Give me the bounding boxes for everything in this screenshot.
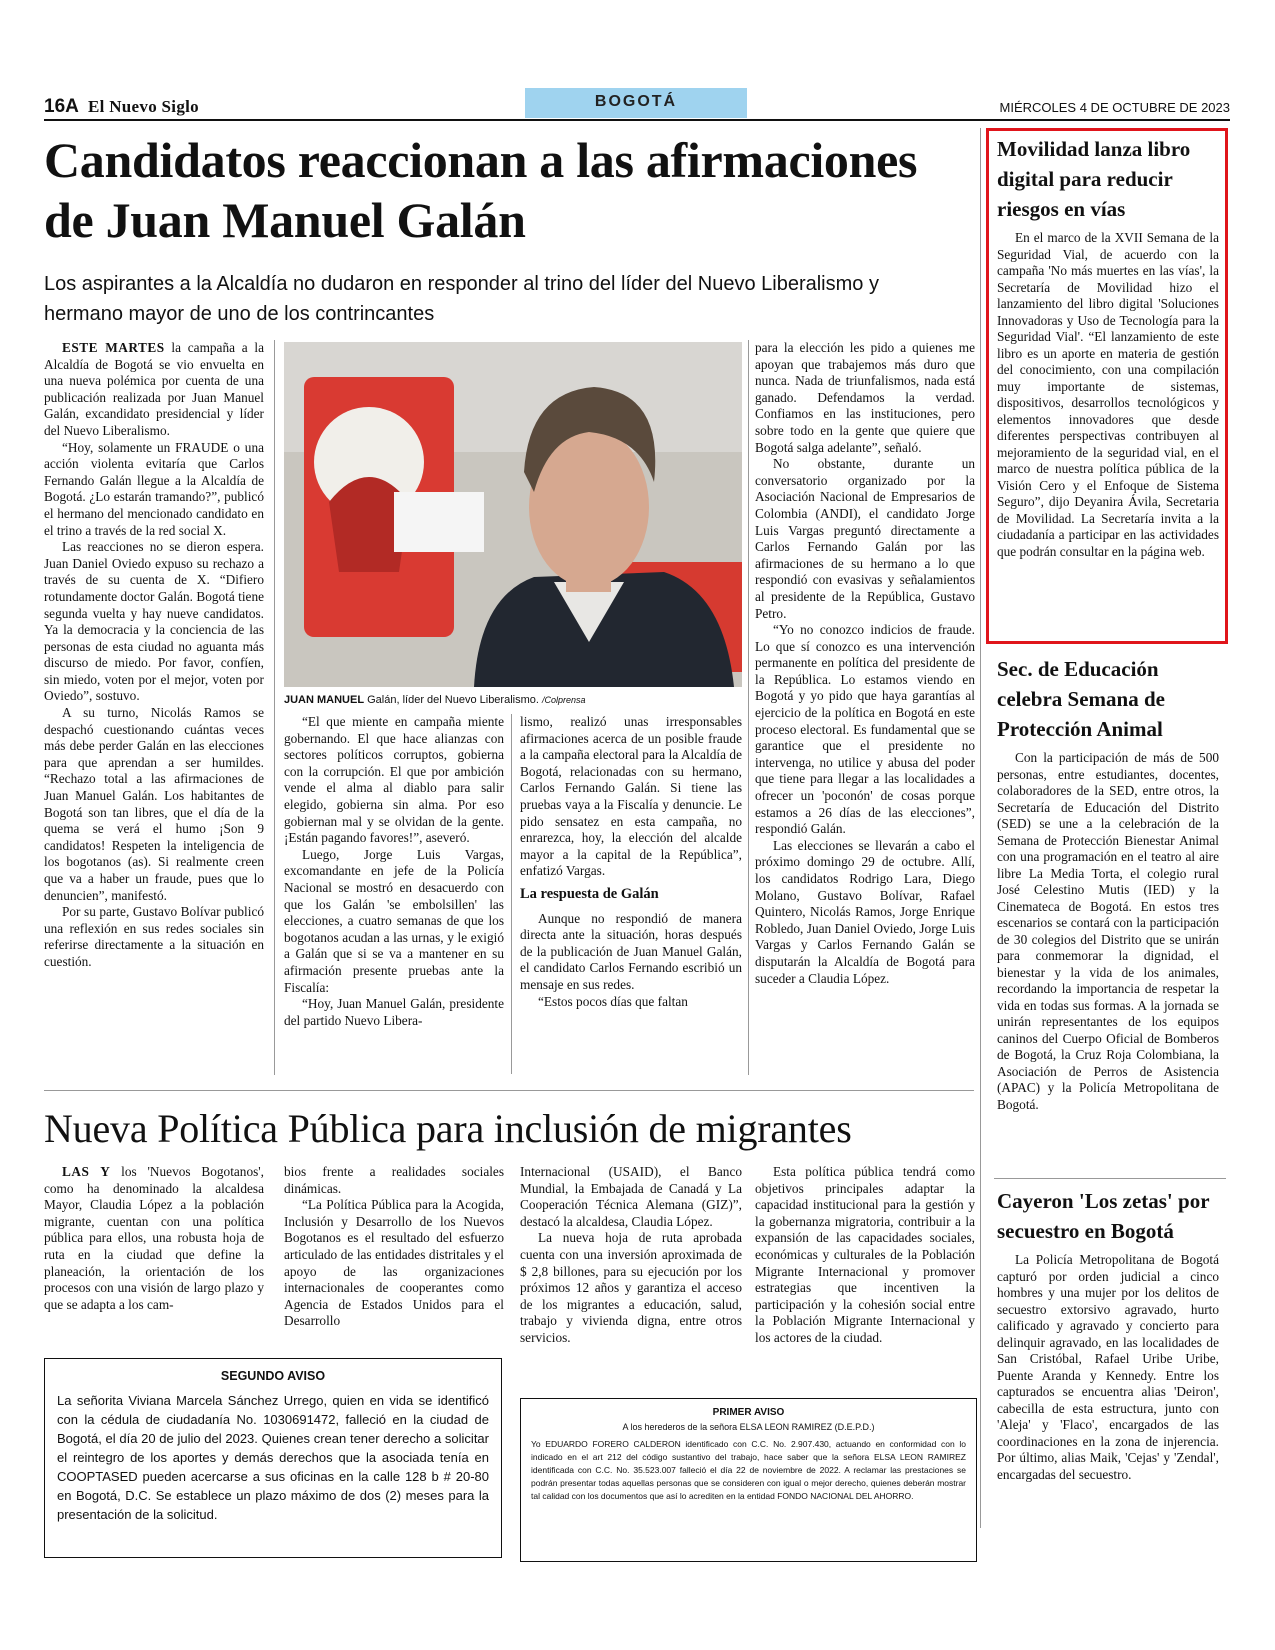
migrants-column-4 bbox=[755, 1164, 975, 1347]
sidebar-story-educacion bbox=[997, 654, 1219, 1113]
first-notice bbox=[520, 1398, 977, 1562]
paragraph: A su turno, Nicolás Ramos se despachó cuestionando cuántas veces más debe perder Galán en las elecciones para que aprendan a ser humildes. “Rechazo total a las afirmaciones de Juan Manuel Galán. Los habitantes de Bogotá son tan libres, que el día de la quema se verá el humo ¡Son 9 candidatos! Respeten la inteligencia de los bogotanos (as). Si realmente creen que va a haber un fraude, pues que lo denuncien”, manifestó. bbox=[44, 705, 264, 903]
notice-title: SEGUNDO AVISO bbox=[220, 1369, 326, 1383]
column-rule bbox=[748, 340, 749, 1075]
notice-title: PRIMER AVISO bbox=[712, 1407, 785, 1418]
page-number: 16A bbox=[44, 96, 79, 117]
news-photo bbox=[284, 342, 742, 687]
sidebar-story-movilidad bbox=[997, 134, 1219, 560]
subheading: La respuesta de Galán bbox=[520, 885, 659, 902]
migrants-column-1 bbox=[44, 1164, 264, 1313]
paragraph: “Hoy, Juan Manuel Galán, presidente del partido Nuevo Libera- bbox=[284, 996, 504, 1028]
main-column-3 bbox=[520, 714, 742, 1010]
paragraph: lismo, realizó unas irresponsables afirmaciones acerca de un posible fraude a la campaña electoral para la Alcaldía de Bogotá, relacionadas con su hermano, Carlos Fernando Galán. Si tiene las pruebas vaya a la Fiscalía y denuncie. Le pido sensatez en esta campaña, no enrarezca, hoy, la elección del alcalde mayor a la capital de la República”, enfatizó Vargas. bbox=[520, 714, 742, 879]
paragraph: “Estos pocos días que faltan bbox=[538, 993, 688, 1009]
paragraph: “Yo no conozco indicios de fraude. Lo que sí conozco es una intervención permanente en política del presidente de la República. Lo estamos viendo en Bogotá y yo pido que haya garantías al ejercicio de la política en Bogotá en este proceso electoral. Es fundamental que se garantice que el presidente no intervenga, no utilice y abusa del poder que tiene para llegar a las localidades a ofrecer un 'poconón' de cosas porque estamos a 26 días de las elecciones”, respondió Galán. bbox=[755, 622, 975, 837]
paragraph: Las elecciones se llevarán a cabo el próximo domingo 29 de octubre. Allí, los candidatos Rodrigo Lara, Diego Molano, Gustavo Bolívar, Rafael Quintero, Nicolás Ramos, Jorge Enrique Robledo, Juan Daniel Oviedo, Jorge Luis Vargas y Carlos Fernando Galán se disputarán la Alcaldía de Bogotá para suceder a Claudia López. bbox=[755, 837, 975, 986]
migrants-column-2 bbox=[284, 1164, 504, 1330]
notice-text: Yo EDUARDO FORERO CALDERON identificado con C.C. No. 2.907.430, actuando en conformidad con lo indicado en el art 212 del código sustantivo del trabajo, hace saber que la señora ELSA LEON RAMIREZ identificada con C.C. No. 35.523.007 falleció el día 22 de noviembre de 2022. A reclamar las prestaciones se podrán presentar todas aquellas personas que se consideren con igual o mejor derecho, quienes deberán mostrar tal calidad con los documentos que así lo acrediten en la entidad FONDO NACIONAL DEL AHORRO. bbox=[531, 1439, 966, 1501]
paragraph: Luego, Jorge Luis Vargas, excomandante en jefe de la Policía Nacional se mostró en desacuerdo con que los Galán 'se embolsillen' las elecciones, a cuatro semanas de que los bogotanos acudan a las urnas, y le exigió a Galán que si se va a mantener en su afirmación presente pruebas ante la Fiscalía: bbox=[284, 846, 504, 995]
column-rule bbox=[274, 340, 275, 1075]
photo-caption bbox=[284, 694, 742, 706]
migrants-headline: Nueva Política Pública para inclusión de migrantes bbox=[44, 1106, 852, 1151]
photo-credit: /Colprensa bbox=[542, 695, 586, 705]
sidebar-headline: Sec. de Educación celebra Semana de Protección Animal bbox=[997, 657, 1165, 741]
sidebar-headline: Movilidad lanza libro digital para reducir riesgos en vías bbox=[997, 137, 1191, 221]
issue-date: MIÉRCOLES 4 DE OCTUBRE DE 2023 bbox=[999, 100, 1230, 115]
header-rule bbox=[44, 119, 1230, 121]
lead-in: LAS Y bbox=[62, 1164, 111, 1179]
paragraph: “La Política Pública para la Acogida, Inclusión y Desarrollo de los Nuevos Bogotanos es el resultado del esfuerzo articulado de las entidades distritales y el apoyo de las organizaciones internacionales de cooperantes como Agencia de Estados Unidos para el Desarrollo bbox=[284, 1197, 504, 1329]
paragraph: Por su parte, Gustavo Bolívar publicó una reflexión en sus redes sociales sin referirse directamente a la situación en cuestión. bbox=[44, 904, 264, 969]
paragraph: bios frente a realidades sociales dinámicas. bbox=[284, 1164, 504, 1196]
sidebar-text: En el marco de la XVII Semana de la Seguridad Vial, de acuerdo con la campaña 'No más muertes en las vías', la Secretaría de Movilidad hizo el lanzamiento del libro digital 'Soluciones Innovadoras y Uso de Tecnología para la Seguridad Vial'. “El lanzamiento de este libro es un aporte en materia de gestión del conocimiento, con una compilación muy importante de sistemas, dispositivos, desarrollos tecnológicos y elementos innovadores que desde diferentes perspectivas contribuyen al mejoramiento de la seguridad vial, en el marco de nuestra política pública de la Visión Cero y el Enfoque de Sistema Seguro”, dijo Deyanira Ávila, Secretaria de Movilidad. La Secretaría invita a la ciudadanía a participar en las actividades que podrán consultar en la página web. bbox=[997, 230, 1219, 559]
paragraph: Internacional (USAID), el Banco Mundial, la Embajada de Canadá y La Cooperación Técnica Alemana (GIZ)”, destacó la alcaldesa, Claudia López. bbox=[520, 1164, 742, 1229]
sidebar-story-zetas bbox=[997, 1186, 1219, 1483]
main-column-1 bbox=[44, 340, 264, 971]
paragraph: “El que miente en campaña miente gobernando. El que hace alianzas con sectores políticos corruptos, gobierna con la corrupción. El que por ambición vende el alma al diablo para salir elegido, gobierna sin alma. Por eso gobiernan mal y se olvidan de la gente. ¡Están pagando favores!”, aseveró. bbox=[284, 714, 504, 846]
paragraph: la campaña a la Alcaldía de Bogotá se vio envuelta en una nueva polémica por cuenta de una publicación realizada por Juan Manuel Galán, excandidato presidencial y líder del Nuevo Liberalismo. bbox=[44, 340, 264, 438]
paragraph: Aunque no respondió de manera directa ante la situación, horas después de la publicación de Juan Manuel Galán, el candidato Carlos Fernando escribió un mensaje en sus redes. bbox=[520, 910, 742, 992]
story-divider bbox=[44, 1090, 974, 1091]
portrait-illustration bbox=[284, 342, 742, 687]
paragraph: La nueva hoja de ruta aprobada cuenta con una inversión aproximada de $ 2,8 billones, para su ejecución por los próximos 12 años y garantiza el acceso de los migrantes a educación, salud, trabajo y vivienda digna, entre otros servicios. bbox=[520, 1230, 742, 1345]
sidebar-text: La Policía Metropolitana de Bogotá capturó por orden judicial a cinco hombres y una mujer por los delitos de secuestro extorsivo agravado, hurto calificado y agravado y concierto para delinquir agravado, en las localidades de San Cristóbal, Rafael Uribe Uribe, Puente Aranda y Kennedy. Entre los capturados se encuentra alias 'Deiron', cabecilla de esta estructura, junto con 'Aleja' y 'Flaco', encargados de las coordinaciones en la zona de injerencia. Por último, alias Maik, 'Cejas' y 'Zendal', encargadas del secuestro. bbox=[997, 1252, 1219, 1482]
second-notice bbox=[44, 1358, 502, 1558]
sidebar-headline: Cayeron 'Los zetas' por secuestro en Bogotá bbox=[997, 1189, 1210, 1243]
paragraph: para la elección les pido a quienes me apoyan que trabajemos más duro que nunca. Nada de triunfalismos, nada está ganado. Defendamos la verdad. Confiamos en las instituciones, pero sobre todo en la gente que quiere que Bogotá salga adelante”, señaló. bbox=[755, 340, 975, 455]
column-rule bbox=[980, 128, 981, 1528]
notice-text: La señorita Viviana Marcela Sánchez Urrego, quien en vida se identificó con la cédula de ciudadanía No. 1030691472, falleció en la ciudad de Bogotá, el día 20 de julio del 2023. Quienes crean tener derecho a solicitar el reintegro de los aportes y demás derechos que la asociada tenía en COOPTASED pueden acercarse a sus oficinas en la calle 128 b # 20-80 en Bogotá, D.C. Se establece un plazo máximo de dos (2) meses para la presentación de la solicitud. bbox=[57, 1393, 489, 1522]
lead-in: ESTE MARTES bbox=[62, 340, 165, 355]
migrants-column-3 bbox=[520, 1164, 742, 1347]
sidebar-text: Con la participación de más de 500 personas, entre estudiantes, docentes, colaboradores de la SED, entre otros, la Secretaría de Educación del Distrito (SED) se une a la celebración de la Semana de Protección Bienestar Animal con una programación en el teatro al aire libre La Media Torta, el colegio rural José Celestino Mutis (IED) y la Cinemateca de Bogotá. En estos tres escenarios se contará con la participación de 30 colegios del Distrito que se unirán para conmemorar la dignidad, el bienestar y la vida de los animales, recordando la importancia de respetar la vida en todas sus formas. A la jornada se unirán representantes de los equipos caninos del Cuerpo Oficial de Bomberos de Bogotá, la Cruz Roja Colombiana, la Asociación de Perros de Asistencia (APAC) y la Policía Metropolitana de Bogotá. bbox=[997, 750, 1219, 1112]
column-rule bbox=[511, 714, 512, 1074]
main-headline: Candidatos reaccionan a las afirmaciones de Juan Manuel Galán bbox=[44, 132, 918, 248]
paragraph: Las reacciones no se dieron espera. Juan Daniel Oviedo expuso su rechazo a través de su cuenta de X. “Difiero rotundamente doctor Galán. Bogotá tiene segunda vuelta y hay nueve candidatos. Ya la democracia y la conciencia de las personas de esta ciudad no aguanta más discurso de miedo. Por favor, confíen, sin miedo, voten por el mejor, voten por Oviedo”, sostuvo. bbox=[44, 539, 264, 704]
paragraph: No obstante, durante un conversatorio organizado por la Asociación Nacional de Empresarios de Colombia (ANDI), el candidato Jorge Luis Vargas preguntó directamente a Carlos Fernando Galán por las afirmaciones de su hermano a lo que respondió con evasivas y señalamientos al presidente de la República, Gustavo Petro. bbox=[755, 456, 975, 621]
paragraph: los 'Nuevos Bogotanos', como ha denominado la alcaldesa Mayor, Claudia López a la población migrante, cuentan con una política pública para ellos, una robusta hoja de ruta en la ciudad que define la planeación, la orientación de los procesos con una visión de largo plazo y que se adapta a los cam- bbox=[44, 1164, 264, 1312]
main-column-2 bbox=[284, 714, 504, 1029]
paragraph: Esta política pública tendrá como objetivos principales adaptar la capacidad institucional para la gestión y la gobernanza migratoria, contribuir a la expansión de las capacidades sociales, económicas y culturales de la Población Migrante Internacional y promover estrategias que incentiven la participación y la cohesión social entre la Población Migrante Internacional y los actores de la ciudad. bbox=[755, 1164, 975, 1345]
sidebar-divider bbox=[994, 1178, 1226, 1179]
caption-text: Galán, líder del Nuevo Liberalismo. bbox=[364, 694, 542, 706]
notice-subtitle: A los herederos de la señora ELSA LEON RAMIREZ (D.E.P.D.) bbox=[622, 1422, 875, 1432]
caption-name: JUAN MANUEL bbox=[284, 694, 365, 706]
newspaper-name: El Nuevo Siglo bbox=[88, 97, 199, 116]
paragraph: “Hoy, solamente un FRAUDE o una acción violenta evitaría que Carlos Fernando Galán llegue a la Alcaldía de Bogotá. ¿Lo estarán tramando?”, publicó el hermano del mencionado candidato en el trino a través de la red social X. bbox=[44, 439, 264, 538]
main-column-4 bbox=[755, 340, 975, 987]
section-label: BOGOTÁ bbox=[525, 88, 747, 118]
main-deck: Los aspirantes a la Alcaldía no dudaron en responder al trino del líder del Nuevo Liberalismo y hermano mayor de uno de los contrincantes bbox=[44, 273, 879, 325]
